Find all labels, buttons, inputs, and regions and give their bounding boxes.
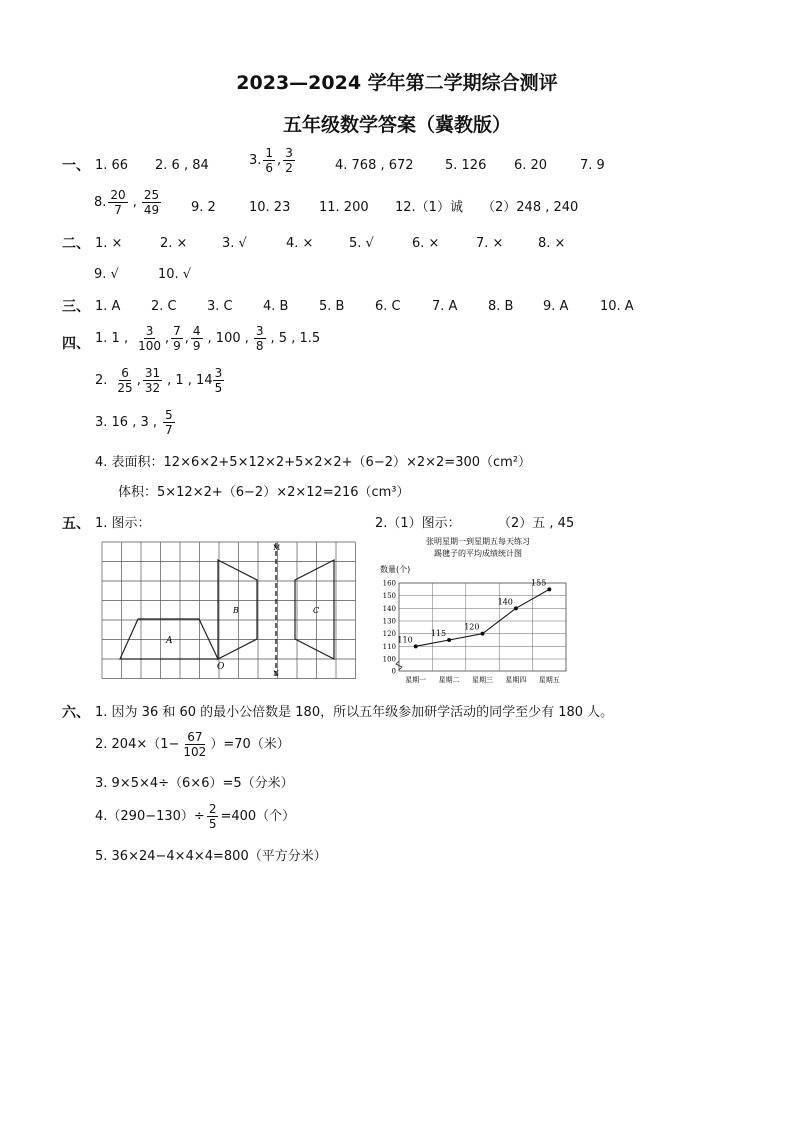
- answer: 12.（1）诚: [395, 200, 463, 215]
- answer-6-3: 3. 9×5×4÷（6×6）=5（分米）: [95, 776, 294, 791]
- data-label: 155: [531, 578, 547, 588]
- fraction: $\frac{31}{32}$: [144, 366, 161, 395]
- page-subtitle: 五年级数学答案（冀教版）: [282, 114, 511, 136]
- label-m: M: [273, 544, 281, 552]
- answer: 8. ×: [538, 236, 566, 251]
- y-tick-label: 150: [382, 592, 396, 601]
- y-tick-label: 0: [391, 667, 396, 676]
- fraction: $\frac{3}{100}$: [138, 324, 161, 353]
- x-tick-label: 星期三: [472, 676, 493, 684]
- label-c: C: [313, 606, 320, 615]
- chart-data-labels: [397, 578, 546, 644]
- answer-4-2: 2. $\frac{6}{25}$ , $\frac{31}{32}$ , 1 , 14 $\frac{3}{5}$: [95, 366, 223, 395]
- y-tick-label: 160: [382, 579, 396, 588]
- x-tick-label: 星期四: [505, 676, 527, 684]
- label-n: N: [273, 670, 280, 678]
- section-5-label: 五、: [62, 516, 90, 532]
- y-tick-label: 110: [382, 642, 396, 651]
- answer: 4. B: [263, 299, 289, 314]
- fraction: $\frac{2}{5}$: [208, 802, 217, 831]
- data-point: [414, 644, 418, 648]
- data-label: 115: [430, 629, 447, 638]
- answer-4-4-surface: 4. 表面积：12×6×2+5×12×2+5×2×2+（6−2）×2×2=300（cm²）: [95, 455, 532, 470]
- x-tick-label: 星期一: [405, 676, 427, 684]
- y-tick-label: 140: [382, 604, 396, 613]
- fraction: $\frac{4}{9}$: [192, 324, 201, 353]
- answer-8: 8. $\frac{20}{7}$ , $\frac{25}{49}$: [94, 188, 160, 217]
- answer: （2）248 , 240: [482, 200, 579, 215]
- answer: 3. √: [222, 236, 247, 251]
- fraction: $\frac{3}{5}$: [214, 366, 223, 395]
- answer-4-1: 1. 1 , $\frac{3}{100}$ , $\frac{7}{9}$ , $\frac{4}{9}$ , 100 , $\frac{3}{8}$ , 5 , 1.5: [95, 324, 321, 353]
- chart-title-line-1: 张明星期一到星期五每天练习: [426, 537, 530, 546]
- answer: 9. √: [94, 267, 119, 282]
- fraction: $\frac{1}{6}$: [265, 146, 274, 175]
- answer-5-1: 1. 图示：: [95, 516, 151, 531]
- answer: 7. A: [432, 299, 458, 314]
- answer: 4. 768 , 672: [335, 158, 414, 173]
- answer: 7. 9: [580, 158, 605, 173]
- chart-title-line-2: 踢毽子的平均成绩统计图: [434, 549, 522, 558]
- chart-grid: [396, 583, 566, 671]
- answer: 10. A: [600, 299, 634, 314]
- answer-6-2: 2. 204×（1− $\frac{67}{102}$ ）=70（米）: [95, 730, 290, 759]
- y-tick-label: 130: [382, 617, 396, 626]
- data-label: 140: [497, 597, 513, 607]
- answer: 2. 6 , 84: [155, 158, 209, 173]
- label-a: A: [166, 636, 173, 646]
- answer: 2. ×: [160, 236, 188, 251]
- answer: 8. B: [488, 299, 514, 314]
- y-tick-label: 120: [382, 630, 396, 639]
- section-1-label: 一、: [62, 158, 90, 174]
- answer: 4. ×: [286, 236, 314, 251]
- data-point: [481, 632, 485, 636]
- label-o: O: [217, 662, 225, 672]
- chart-y-label: 数量(个): [380, 565, 411, 574]
- answer-6-1: 1. 因为 36 和 60 的最小公倍数是 180，所以五年级参加研学活动的同学至少有 180 人。: [95, 705, 614, 720]
- answer: 1. ×: [95, 236, 123, 251]
- answer: 5. 126: [445, 158, 487, 173]
- answer: 3. C: [207, 299, 233, 314]
- page-title: 2023—2024 学年第二学期综合测评: [236, 72, 558, 94]
- fraction: $\frac{7}{9}$: [173, 324, 181, 353]
- section-6-label: 六、: [62, 705, 90, 721]
- answer: 11. 200: [319, 200, 369, 215]
- answer-5-2: 2.（1）图示：: [375, 516, 461, 531]
- answer: 2. C: [151, 299, 177, 314]
- answer: 9. A: [543, 299, 569, 314]
- fraction: $\frac{3}{8}$: [255, 324, 264, 353]
- data-point: [514, 606, 518, 610]
- chart-categories: [405, 675, 560, 684]
- answer: 1. A: [95, 299, 121, 314]
- x-tick-label: 星期二: [438, 676, 460, 684]
- label-b: B: [233, 606, 239, 615]
- fraction: $\frac{25}{49}$: [143, 188, 160, 217]
- section-2-label: 二、: [62, 236, 90, 252]
- fraction: $\frac{5}{7}$: [165, 408, 173, 437]
- chart-frame: [399, 583, 566, 671]
- answer-5-2b: （2）五 , 45: [498, 516, 575, 531]
- x-tick-label: 星期五: [538, 676, 560, 684]
- data-label: 110: [397, 635, 413, 645]
- chart-ticks: [383, 580, 396, 676]
- fraction: $\frac{6}{25}$: [117, 366, 133, 395]
- section-3-label: 三、: [62, 299, 90, 315]
- answer-4-4-volume: 体积：5×12×2+（6−2）×2×12=216（cm³）: [118, 485, 410, 500]
- answer: 6. C: [375, 299, 401, 314]
- chart-points: [414, 587, 552, 648]
- fraction: $\frac{67}{102}$: [183, 730, 207, 759]
- answer: 5. B: [319, 299, 345, 314]
- answer-number: 3.: [249, 152, 262, 168]
- answer: 7. ×: [476, 236, 504, 251]
- fraction: $\frac{20}{7}$: [110, 188, 126, 217]
- answer-6-5: 5. 36×24−4×4×4=800（平方分米）: [95, 849, 327, 864]
- answer: 6. ×: [412, 236, 440, 251]
- line-chart: [372, 535, 572, 690]
- answer: 6. 20: [514, 158, 548, 173]
- answer-4-3: 3. 16 , 3 , $\frac{5}{7}$: [95, 408, 173, 437]
- answer: 5. √: [349, 236, 374, 251]
- y-tick-label: 100: [382, 655, 396, 664]
- answer: 9. 2: [191, 200, 216, 215]
- answer-6-4: 4.（290−130）÷ $\frac{2}{5}$ =400（个）: [95, 802, 296, 831]
- data-label: 120: [464, 622, 480, 632]
- transformation-grid-figure: [100, 540, 356, 680]
- answer: 10. 23: [249, 200, 291, 215]
- answer: 10. √: [158, 267, 192, 282]
- fraction: $\frac{3}{2}$: [285, 146, 293, 175]
- answer-3: 3. $\frac{1}{6}$ , $\frac{3}{2}$: [249, 146, 293, 175]
- section-4-label: 四、: [62, 336, 90, 352]
- data-point: [547, 587, 551, 591]
- answer: 1. 66: [95, 158, 129, 173]
- data-point: [447, 638, 451, 642]
